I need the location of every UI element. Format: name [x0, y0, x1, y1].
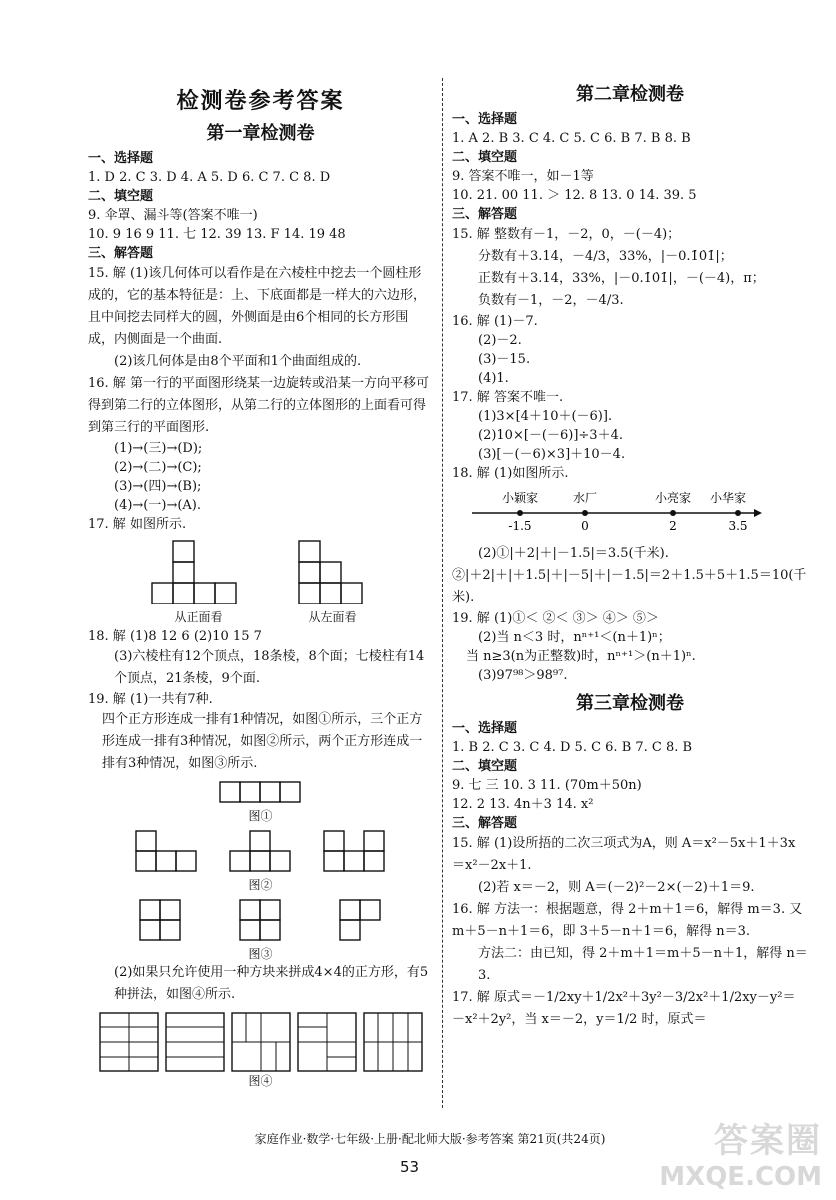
front-view-figure: [147, 540, 251, 625]
ch2-q15-negatives: 负数有－1，－2，－4/3.: [478, 293, 624, 308]
left-view-label: 从左面看: [308, 610, 357, 624]
ch2-q15-fractions: 分数有＋3.14，－4/3，33%，|－0.1̇0̇1̇|；: [478, 249, 733, 264]
ch1-section-solve: 三、解答题: [88, 246, 154, 261]
page-number: 53: [400, 1158, 420, 1176]
front-view-label: 从正面看: [174, 610, 223, 624]
ch2-fill-answers-10-14: 10. 21. 00 11. ＞ 12. 8 13. 0 14. 39. 5: [452, 188, 697, 203]
ch2-q16-1: 16. 解 (1)－7.: [452, 314, 538, 329]
ch1-q17-views: [88, 540, 433, 625]
ch3-section-fill: 二、填空题: [452, 759, 518, 774]
ch2-q18-intro: 18. 解 (1)如图所示.: [452, 466, 569, 481]
ch1-q15-part1: 15. 解 (1)该几何体可以看作是在六棱柱中挖去一个圆柱形成的，它的基本特征是：上、下底面都是一样大的六边形，且中间挖去同样大的圆，外侧面是由6个相同的长方形围成，内侧面是一个曲面.: [88, 266, 427, 347]
ch3-q16-method1: 16. 解 方法一：根据题意，得 2＋m＋1＝6，解得 m＝3. 又 m＋5－n＋1＝6，即 3＋5－n＋1＝6，解得 n＝3.: [452, 902, 803, 939]
ch2-section-fill: 二、填空题: [452, 150, 518, 165]
ch2-q16-3: (3)－15.: [478, 352, 531, 367]
ch1-section-choice: 一、选择题: [88, 151, 154, 166]
column-divider: [442, 78, 443, 1108]
watermark-logo: [659, 1113, 822, 1192]
ch2-section-solve: 三、解答题: [452, 207, 518, 222]
chapter3-title: 第三章检测卷: [576, 693, 684, 714]
ch1-q19-part2: (2)如果只允许使用一种方块来拼成4×4的正方形，有5种拼法，如图④所示.: [114, 965, 429, 1002]
ch3-choice-answers: 1. B 2. C 3. C 4. D 5. C 6. B 7. C 8. B: [452, 740, 693, 755]
ch1-q18-part1: 18. 解 (1)8 12 6 (2)10 15 7: [88, 629, 262, 644]
page-title: 检测卷参考答案: [176, 89, 345, 114]
figure-3: [88, 899, 433, 943]
ch3-fill-answers-12-14: 12. 2 13. 4n＋3 14. x²: [452, 797, 594, 812]
ch1-choice-answers: 1. D 2. C 3. D 4. A 5. D 6. C 7. C 8. D: [88, 170, 331, 185]
number-line-arrow-icon: [754, 509, 762, 517]
label-xiaohua: 小华家: [709, 491, 747, 505]
ch2-q17-2: (2)10×[－(－6)]÷3＋4.: [478, 428, 623, 443]
ch2-q19-2b: 当 n≥3(n为正整数)时，nⁿ⁺¹＞(n＋1)ⁿ.: [466, 649, 696, 664]
figure-3-label: 图③: [248, 947, 273, 961]
ch1-q18-part2: (3)六棱柱有12个顶点，18条棱，8个面；七棱柱有14个顶点，21条棱，9个面.: [114, 649, 425, 686]
ch2-q15-positives: 正数有＋3.14，33%，|－0.1̇0̇1̇|，－(－4)，π；: [478, 271, 765, 286]
watermark-line1: 答案圈: [714, 1121, 822, 1161]
point-xiaohua: [735, 510, 741, 516]
ch1-q16-2: (2)→(二)→(C);: [114, 460, 202, 475]
ch2-q19-1: 19. 解 (1)①＜ ②＜ ③＞ ④＞ ⑤＞: [452, 611, 659, 626]
ch1-q16-1: (1)→(三)→(D);: [114, 441, 203, 456]
ch2-q17-3: (3)[－(－6)×3]＋10－4.: [478, 447, 626, 462]
ch3-q15-2: (2)若 x＝－2，则 A＝(－2)²－2×(－2)＋1＝9.: [478, 880, 755, 895]
chapter2-title: 第二章检测卷: [576, 84, 684, 105]
point-xiaoliang: [670, 510, 676, 516]
ch2-q17-intro: 17. 解 答案不唯一.: [452, 390, 564, 405]
ch3-section-choice: 一、选择题: [452, 721, 518, 736]
figure-1-label: 图①: [248, 809, 273, 823]
label-xiaoying: 小颖家: [501, 491, 539, 505]
number-line: [462, 489, 762, 535]
ch1-q16: 16. 解 第一行的平面图形绕某一边旋转或沿某一方向平移可得到第二行的立体图形，从第二行的立体图形的上面看可得到第三行的平面图形.: [88, 376, 429, 435]
figure-4-label: 图④: [248, 1074, 273, 1088]
ch1-q19-part1: 19. 解 (1)一共有7种.: [88, 692, 213, 707]
ch1-section-fill: 二、填空题: [88, 189, 154, 204]
ch2-q18-2b: ②|＋2|＋|＋1.5|＋|－5|＋|－1.5|＝2＋1.5＋5＋1.5＝10(千米).: [452, 568, 807, 605]
ch1-fill-answer-9: 9. 伞罩、漏斗等(答案不唯一): [88, 208, 258, 223]
label-water-plant: 水厂: [572, 491, 598, 505]
left-column: [88, 70, 433, 1089]
ch2-q16-4: (4)1.: [478, 371, 509, 386]
ch1-fill-answers-10-14: 10. 9 16 9 11. 七 12. 39 13. F 14. 19 48: [88, 227, 346, 242]
tick-2: 2: [669, 519, 677, 533]
ch2-fill-answer-9: 9. 答案不唯一，如－1等: [452, 169, 594, 184]
ch1-q17: 17. 解 如图所示.: [88, 517, 187, 532]
ch2-q19-3: (3)97⁹⁸＞98⁹⁷.: [478, 668, 568, 683]
figure-2-label: 图②: [248, 878, 273, 892]
tick-neg-1-5: -1.5: [508, 519, 532, 533]
ch2-q15-integers: 15. 解 整数有－1，－2，0，－(－4)；: [452, 227, 681, 242]
ch1-q15-part2: (2)该几何体是由8个平面和1个曲面组成的.: [114, 354, 362, 369]
page-footer: 家庭作业·数学·七年级·上册·配北师大版·参考答案 第21页(共24页): [254, 1132, 606, 1146]
ch2-choice-answers: 1. A 2. B 3. C 4. C 5. C 6. B 7. B 8. B: [452, 131, 691, 146]
ch2-section-choice: 一、选择题: [452, 112, 518, 127]
ch1-q19-explain: 四个正方形连成一排有1种情况，如图①所示，三个正方形连成一排有3种情况，如图②所示，两个正方形连成一排有3种情况，如图③所示.: [102, 712, 423, 771]
ch3-q15-1: 15. 解 (1)设所捂的二次三项式为A，则 A＝x²－5x＋1＋3x＝x²－2x＋1.: [452, 836, 796, 873]
label-xiaoliang: 小亮家: [654, 491, 692, 505]
ch1-q16-4: (4)→(一)→(A).: [114, 498, 202, 513]
watermark-line2: MXQE.COM: [659, 1162, 822, 1192]
ch3-fill-answers-9-11: 9. 七 三 10. 3 11. (70m＋50n): [452, 778, 642, 793]
chapter1-title: 第一章检测卷: [206, 123, 315, 144]
right-column: [452, 70, 808, 1031]
ch3-q17: 17. 解 原式＝－1/2xy＋1/2x²＋3y²－3/2x²＋1/2xy－y²＝－x²＋2y²，当 x＝－2，y＝1/2 时，原式＝: [452, 990, 796, 1027]
tick-0: 0: [581, 519, 589, 533]
ch2-q18-2a: (2)①|＋2|＋|－1.5|＝3.5(千米).: [478, 546, 669, 561]
ch2-q16-2: (2)－2.: [478, 333, 522, 348]
ch2-q19-2: (2)当 n＜3 时，nⁿ⁺¹＜(n＋1)ⁿ；: [478, 630, 671, 645]
ch3-q16-method2: 方法二：由已知，得 2＋m＋1＝m＋5－n＋1，解得 n＝3.: [478, 946, 808, 983]
figure-4: [88, 1012, 433, 1072]
figure-1: [88, 781, 433, 824]
tick-3-5: 3.5: [728, 519, 748, 533]
ch1-q16-3: (3)→(四)→(B);: [114, 479, 202, 494]
left-view-figure: [291, 540, 375, 625]
ch2-q17-1: (1)3×[4＋10＋(－6)].: [478, 409, 613, 424]
figure-2: [88, 830, 433, 874]
ch3-section-solve: 三、解答题: [452, 816, 518, 831]
point-water-plant: [582, 510, 588, 516]
point-xiaoying: [517, 510, 523, 516]
